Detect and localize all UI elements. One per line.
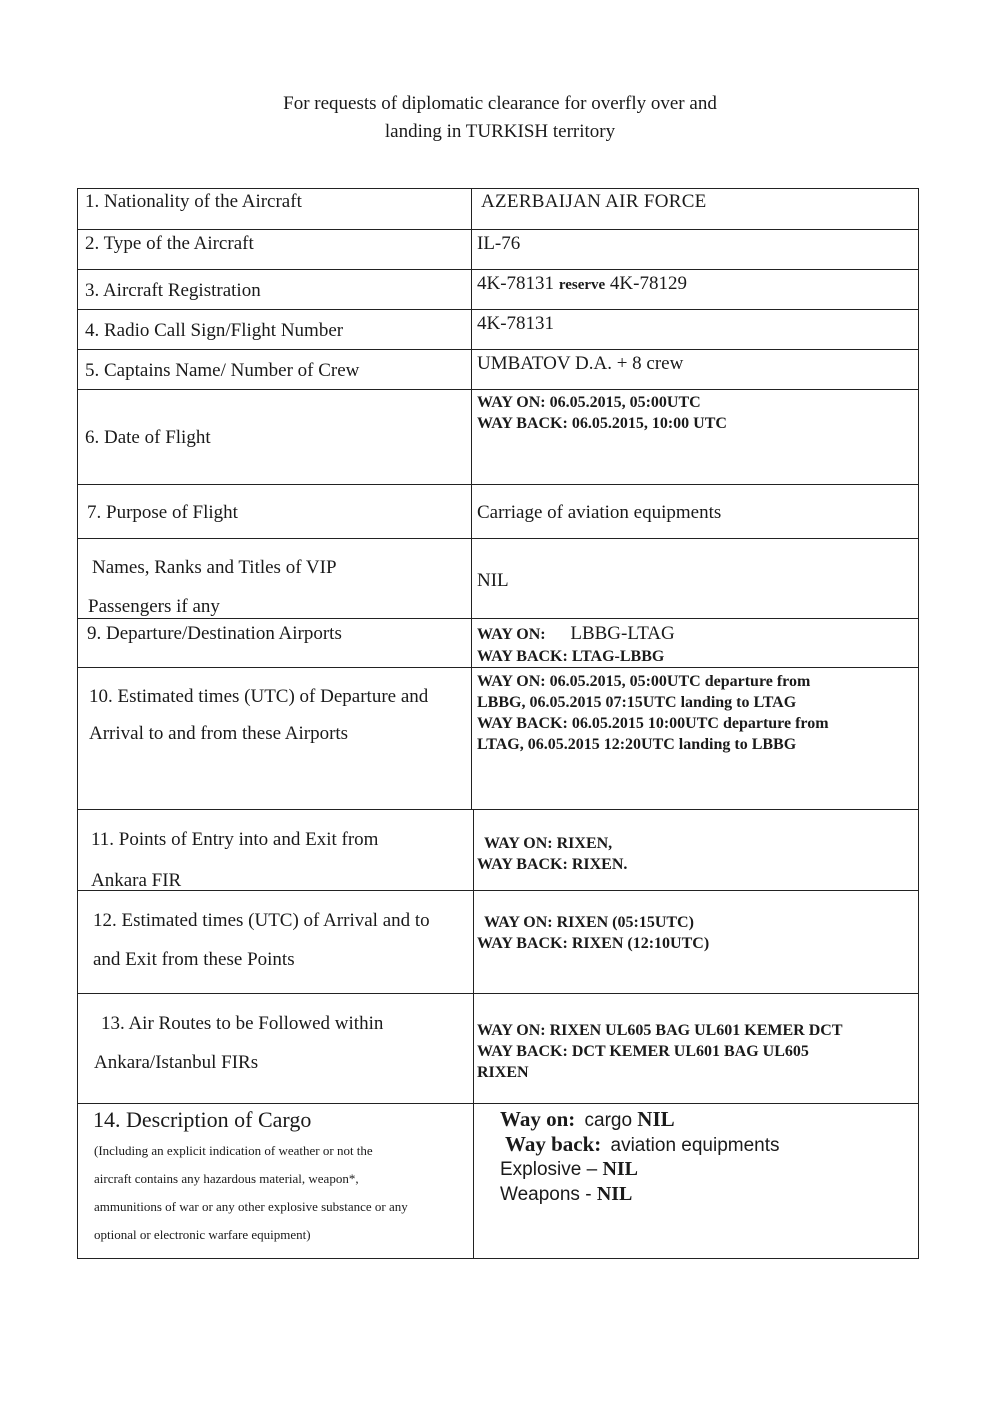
row-border xyxy=(77,890,919,891)
airports-way-on-value: LBBG-LTAG xyxy=(570,623,675,644)
entry-exit-label-line-2: Ankara FIR xyxy=(91,870,182,891)
row-border xyxy=(77,389,919,390)
cargo-way-back-label: Way back: xyxy=(505,1132,602,1156)
routes-way-back: WAY BACK: DCT KEMER UL601 BAG UL605 xyxy=(477,1043,809,1060)
entry-exit-label-line-1: 11. Points of Entry into and Exit from xyxy=(91,829,379,850)
cargo-note-line-3: ammunitions of war or any other explosive substance or any xyxy=(94,1199,408,1214)
cargo-note-line-4: optional or electronic warfare equipment) xyxy=(94,1227,311,1242)
entry-exit-way-on: WAY ON: RIXEN, xyxy=(484,835,613,852)
cargo-explosive-nil: NIL xyxy=(602,1158,639,1180)
row-border xyxy=(77,484,919,485)
points-times-label-line-2: and Exit from these Points xyxy=(93,949,295,970)
points-times-way-on: WAY ON: RIXEN (05:15UTC) xyxy=(484,914,694,931)
nationality-value: AZERBAIJAN AIR FORCE xyxy=(481,191,707,212)
document-heading xyxy=(0,90,1000,146)
cargo-explosive-label: Explosive – xyxy=(500,1159,603,1180)
row-border xyxy=(77,618,919,619)
row-border xyxy=(77,1258,919,1259)
row-border xyxy=(77,667,919,668)
registration-reserve-word: reserve xyxy=(558,277,606,293)
nationality-label: 1. Nationality of the Aircraft xyxy=(85,191,302,212)
flight-date-way-on: WAY ON: 06.05.2015, 05:00UTC xyxy=(477,394,701,411)
flight-date-way-back: WAY BACK: 06.05.2015, 10:00 UTC xyxy=(477,415,727,432)
vip-value: NIL xyxy=(477,570,509,591)
row-border xyxy=(77,229,919,230)
cargo-way-back-text: aviation equipments xyxy=(610,1135,780,1156)
airports-way-on-label: WAY ON: xyxy=(477,626,546,643)
cargo-weapons xyxy=(500,1183,632,1206)
times-airports-label-line-2: Arrival to and from these Airports xyxy=(89,723,349,744)
row-border xyxy=(77,349,919,350)
times-airports-label-line-1: 10. Estimated times (UTC) of Departure and xyxy=(89,686,429,707)
cargo-note-line-2: aircraft contains any hazardous material, weapon*, xyxy=(94,1171,359,1186)
heading-line-1: For requests of diplomatic clearance for overfly over and xyxy=(283,93,717,114)
airports-way-on xyxy=(477,623,675,646)
captain-value: UMBATOV D.A. + 8 crew xyxy=(477,353,684,374)
times-airports-line-2: LBBG, 06.05.2015 07:15UTC landing to LTAG xyxy=(477,694,797,711)
column-divider-lower xyxy=(473,809,474,1259)
purpose-value: Carriage of aviation equipments xyxy=(477,502,722,523)
column-divider-upper xyxy=(471,188,472,809)
cargo-weapons-nil: NIL xyxy=(596,1183,633,1205)
row-border xyxy=(77,269,919,270)
row-border xyxy=(77,188,919,189)
times-airports-line-1: WAY ON: 06.05.2015, 05:00UTC departure from xyxy=(477,673,811,690)
points-times-label-line-1: 12. Estimated times (UTC) of Arrival and to xyxy=(93,910,430,931)
vip-label-line-1: Names, Ranks and Titles of VIP xyxy=(92,557,337,578)
vip-label-line-2: Passengers if any xyxy=(88,596,220,617)
cargo-label: 14. Description of Cargo xyxy=(93,1107,312,1132)
row-border xyxy=(77,809,919,810)
registration-label: 3. Aircraft Registration xyxy=(85,280,261,301)
routes-label-line-2: Ankara/Istanbul FIRs xyxy=(94,1052,259,1073)
routes-label-line-1: 13. Air Routes to be Followed within xyxy=(101,1013,384,1034)
call-sign-value: 4K-78131 xyxy=(477,313,555,334)
cargo-note-line-1: (Including an explicit indication of weather or not the xyxy=(94,1143,373,1158)
routes-way-on: WAY ON: RIXEN UL605 BAG UL601 KEMER DCT xyxy=(477,1022,843,1039)
airports-way-back: WAY BACK: LTAG-LBBG xyxy=(477,648,665,665)
flight-date-label: 6. Date of Flight xyxy=(85,427,211,448)
cargo-way-on-nil: NIL xyxy=(637,1107,675,1131)
captain-label: 5. Captains Name/ Number of Crew xyxy=(85,360,360,381)
row-border xyxy=(77,1103,919,1104)
call-sign-label: 4. Radio Call Sign/Flight Number xyxy=(85,320,344,341)
aircraft-type-value: IL-76 xyxy=(477,233,521,254)
cargo-weapons-label: Weapons - xyxy=(500,1184,597,1205)
cargo-explosive xyxy=(500,1158,638,1181)
purpose-label: 7. Purpose of Flight xyxy=(87,502,238,523)
cargo-way-on xyxy=(500,1108,675,1132)
cargo-way-on-label: Way on: xyxy=(500,1107,576,1131)
registration-reserve: 4K-78129 xyxy=(609,273,687,294)
points-times-way-back: WAY BACK: RIXEN (12:10UTC) xyxy=(477,935,710,952)
registration-main: 4K-78131 xyxy=(477,273,555,294)
row-border xyxy=(77,538,919,539)
row-border xyxy=(77,309,919,310)
airports-label: 9. Departure/Destination Airports xyxy=(87,623,342,644)
times-airports-line-3: WAY BACK: 06.05.2015 10:00UTC departure from xyxy=(477,715,829,732)
row-border xyxy=(77,993,919,994)
registration-value xyxy=(477,273,687,296)
cargo-way-back xyxy=(505,1133,780,1157)
routes-way-back-cont: RIXEN xyxy=(477,1064,529,1081)
entry-exit-way-back: WAY BACK: RIXEN. xyxy=(477,856,628,873)
times-airports-line-4: LTAG, 06.05.2015 12:20UTC landing to LBBG xyxy=(477,736,797,753)
aircraft-type-label: 2. Type of the Aircraft xyxy=(85,233,254,254)
cargo-way-on-text: cargo xyxy=(584,1110,633,1131)
heading-line-2: landing in TURKISH territory xyxy=(384,121,616,142)
